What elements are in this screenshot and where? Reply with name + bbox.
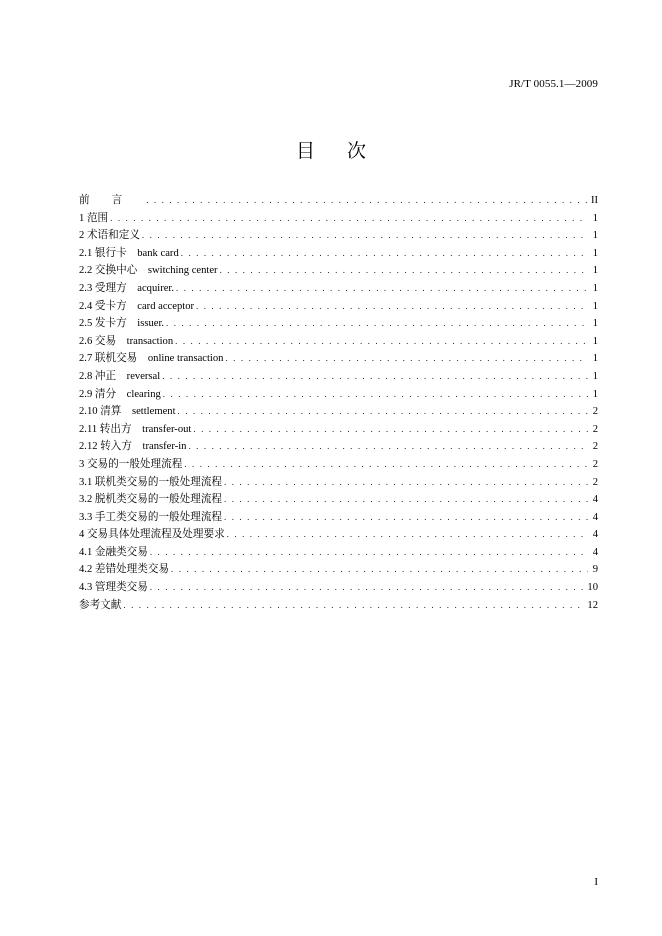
toc-leader-dots [188,438,588,456]
toc-entry-page: 1 [592,230,598,242]
toc-entry-label: 2 术语和定义 [79,230,140,242]
toc-leader-dots [110,210,588,228]
toc-entry-page: 9 [592,564,598,576]
toc-entry-label: 2.9 清分 clearing [79,388,161,400]
toc-entry-label: 2.2 交换中心 switching center [79,265,218,277]
toc-entry-label: 2.12 转入方 transfer-in [79,441,187,453]
toc-entry[interactable] [79,350,598,368]
table-of-contents [79,192,598,614]
toc-entry-label: 3.3 手工类交易的一般处理流程 [79,511,223,523]
toc-entry[interactable] [79,333,598,351]
toc-entry-page: 4 [592,494,598,506]
toc-entry-references[interactable] [79,597,598,615]
toc-entry[interactable] [79,579,598,597]
toc-entry[interactable] [79,456,598,474]
toc-entry-label: 2.1 银行卡 bank card [79,247,179,259]
toc-leader-dots [181,245,588,263]
toc-entry-page: 1 [592,388,598,400]
toc-entry-page: 1 [592,212,598,224]
toc-entry[interactable] [79,368,598,386]
toc-entry-label: 2.8 冲正 reversal [79,370,161,382]
toc-entry-page: 1 [592,335,598,347]
toc-entry[interactable] [79,509,598,527]
toc-entry-label: 2.5 发卡方 issuer. [79,318,165,330]
toc-entry-page: 4 [592,529,598,541]
toc-entry-label: 2.6 交易 transaction [79,335,174,347]
toc-entry-label: 2.7 联机交易 online transaction [79,353,224,365]
toc-entry-page: 1 [592,265,598,277]
toc-entry-page: 10 [587,582,598,594]
toc-entry-label: 4.1 金融类交易 [79,546,148,558]
toc-entry-label: 2.10 清算 settlement [79,406,176,418]
toc-leader-dots [193,421,588,439]
toc-entry[interactable] [79,210,598,228]
toc-entry-page: 4 [592,546,598,558]
toc-leader-dots [224,491,588,509]
toc-entry-label: 3.2 脱机类交易的一般处理流程 [79,494,223,506]
toc-entry-page: 2 [592,476,598,488]
toc-entry[interactable] [79,544,598,562]
toc-entry-preface[interactable] [79,192,598,210]
toc-entry-page: 4 [592,511,598,523]
toc-entry[interactable] [79,421,598,439]
toc-entry-page: 2 [592,406,598,418]
toc-entry-page: 1 [592,318,598,330]
toc-entry-label: 2.11 转出方 transfer-out [79,423,192,435]
toc-leader-dots [176,280,588,298]
toc-leader-dots [224,509,588,527]
toc-entry[interactable] [79,526,598,544]
toc-entry-page: 2 [592,423,598,435]
toc-leader-dots [163,386,588,404]
toc-entry-label: 4.3 管理类交易 [79,582,148,594]
toc-leader-dots [142,227,588,245]
toc-entry[interactable] [79,438,598,456]
toc-entry[interactable] [79,262,598,280]
toc-entry[interactable] [79,403,598,421]
toc-leader-dots [171,561,588,579]
toc-entry[interactable] [79,280,598,298]
toc-leader-dots [123,597,583,615]
toc-entry-label: 参考文献 [79,599,122,611]
toc-entry-label: 2.4 受卡方 card acceptor [79,300,195,312]
toc-entry-page: 1 [592,370,598,382]
toc-entry[interactable] [79,386,598,404]
toc-entry-label: 3.1 联机类交易的一般处理流程 [79,476,223,488]
toc-entry-page: 1 [592,247,598,259]
toc-entry-label: 3 交易的一般处理流程 [79,458,183,470]
toc-leader-dots [224,474,588,492]
toc-entry-label: 2.3 受理方 acquirer. [79,282,175,294]
toc-entry[interactable] [79,561,598,579]
toc-leader-dots [196,298,588,316]
toc-leader-dots [150,544,588,562]
toc-entry-page: 1 [592,282,598,294]
toc-leader-dots [166,315,588,333]
toc-leader-dots [227,526,588,544]
toc-leader-dots [146,192,587,210]
toc-entry-page: 1 [592,353,598,365]
header-document-code: JR/T 0055.1—2009 [509,78,598,90]
toc-entry[interactable] [79,245,598,263]
toc-leader-dots [184,456,588,474]
toc-entry[interactable] [79,491,598,509]
toc-entry[interactable] [79,474,598,492]
toc-entry-label: 4.2 差错处理类交易 [79,564,170,576]
toc-entry-page: 2 [592,458,598,470]
toc-leader-dots [150,579,584,597]
toc-entry-label: 1 范围 [79,212,109,224]
toc-entry-label: 4 交易具体处理流程及处理要求 [79,529,225,541]
toc-leader-dots [178,403,588,421]
toc-title: 目次 [295,141,398,162]
toc-entry[interactable] [79,298,598,316]
toc-leader-dots [162,368,588,386]
toc-entry-page: 1 [592,300,598,312]
toc-entry-page: II [590,195,598,206]
toc-entry[interactable] [79,315,598,333]
toc-leader-dots [220,262,588,280]
toc-leader-dots [225,350,588,368]
toc-entry-page: 12 [587,599,598,611]
toc-leader-dots [175,333,588,351]
toc-entry[interactable] [79,227,598,245]
toc-entry-label: 前言 [79,195,145,206]
footer-page-number: I [594,876,598,888]
toc-entry-page: 2 [592,441,598,453]
